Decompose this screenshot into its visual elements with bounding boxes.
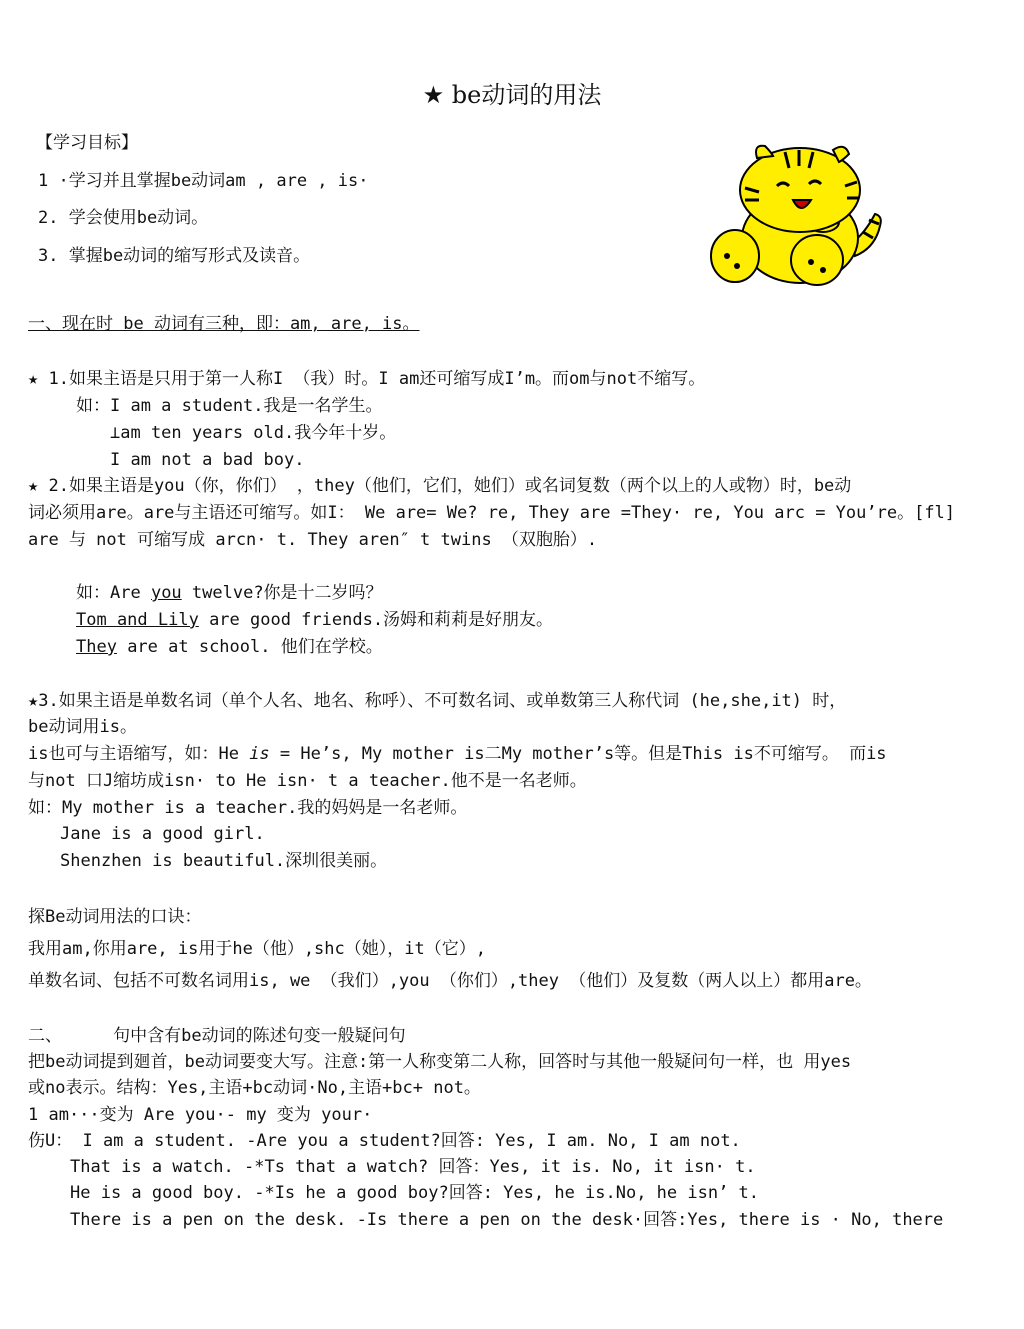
example-suffix: are at school. 他们在学校。 — [116, 637, 383, 657]
example-subject: you — [150, 583, 182, 603]
point3-line-2: be动词用is。 — [28, 717, 137, 737]
point3-line-4: 与not 口J缩坊成isn· to He isn· t a teacher.他不是一名老师。 — [28, 771, 587, 791]
objective-item-1: 1 ·学习并且掌握be动词am , are , is· — [38, 171, 369, 191]
point2-line-2: 词必须用are。are与主语还可缩写。如I： We are= We? re, They are =They· re, You arc = You’re。[fl] — [28, 503, 956, 523]
point3-example-1: 如：My mother is a teacher.我的妈妈是一名老师。 — [28, 798, 468, 818]
point1-example-3: I am not a bad boy. — [110, 450, 305, 470]
example-subject: Tom and Lily — [76, 610, 199, 630]
mnemonic-line-2: 单数名词、包括不可数名词用is, we （我们）,you （你们）,they （他们）及复数（两人以上）都用are。 — [28, 971, 872, 991]
mnemonic-heading: 探Be动词用法的口诀： — [28, 907, 202, 927]
example-suffix: twelve?你是十二岁吗？ — [181, 583, 383, 603]
point2-example-1 — [76, 582, 383, 604]
point1-text: ★ 1.如果主语是只用于第一人称I （我）时。I am还可缩写成I’m。而om与not不缩写。 — [28, 369, 706, 389]
objective-item-2: 2. 学会使用be动词。 — [38, 208, 209, 228]
point2-line-1: ★ 2.如果主语是you（你，你们） ，they（他们，它们，她们）或名词复数（两个以上的人或物）时，be动 — [28, 476, 852, 496]
example-subject: They — [76, 637, 117, 657]
objectives-heading: 【学习目标】 — [36, 133, 138, 153]
section2-heading: 二、 句中含有be动词的陈述句变一般疑问句 — [28, 1026, 406, 1046]
section2-example-4: There is a pen on the desk. -Is there a pen on the desk·回答:Yes, there is · No, there — [70, 1210, 944, 1230]
section2-line-2: 或no表示。结构：Yes,主语+bc动词·No,主语+bc+ not。 — [28, 1078, 481, 1098]
point2-example-2 — [76, 609, 553, 631]
point3-example-2: Jane is a good girl. — [60, 824, 265, 844]
point1-example-1: 如：I am a student.我是一名学生。 — [76, 396, 383, 416]
section2-example-2: That is a watch. -*Ts that a watch? 回答：Yes, it is. No, it isn· t. — [70, 1157, 756, 1177]
line-pre: is也可与主语缩写，如：He — [28, 744, 250, 764]
line-italic: is — [249, 744, 270, 764]
point2-example-3 — [76, 636, 383, 658]
section2-line-1: 把be动词提到廻首，be动词要变大写。注意:第一人称变第二人称，回答时与其他一般疑问句一样，也 用yes — [28, 1052, 852, 1072]
page-title: ★ be动词的用法 — [422, 81, 602, 109]
point2-line-3: are 与 not 可缩写成 arcn· t. They aren″ t twins （双胞胎）. — [28, 530, 598, 550]
line-post: = He’s, My mother is二My mother’s等。但是This is不可缩写。 而is — [269, 744, 887, 764]
point1-example-2: ⊥am ten years old.我今年十岁。 — [110, 423, 397, 443]
example-suffix: are good friends.汤姆和莉莉是好朋友。 — [198, 610, 554, 630]
objective-item-3: 3. 掌握be动词的缩写形式及读音。 — [38, 246, 311, 266]
tiger-illustration — [705, 138, 891, 290]
mnemonic-line-1: 我用am,你用are, is用于he（他）,shc（她），it（它）, — [28, 939, 486, 959]
section2-example-1: 伤U： I am a student. -Are you a student?回答: Yes, I am. No, I am not. — [28, 1131, 741, 1151]
point3-line-3 — [28, 743, 887, 765]
point3-example-3: Shenzhen is beautiful.深圳很美丽。 — [60, 851, 388, 871]
section2-example-3: He is a good boy. -*Is he a good boy?回答: Yes, he is.No, he isn’ t. — [70, 1183, 760, 1203]
example-prefix: 如：Are — [76, 583, 151, 603]
section1-heading: 一、现在时 be 动词有三种，即：am, are, is。 — [28, 314, 420, 334]
point3-line-1: ★3.如果主语是单数名词（单个人名、地名、称呼）、不可数名词、或单数第三人称代词 (he,she,it) 时， — [28, 691, 847, 711]
section2-line-3: 1 am···变为 Are you·- my 变为 your· — [28, 1105, 373, 1125]
